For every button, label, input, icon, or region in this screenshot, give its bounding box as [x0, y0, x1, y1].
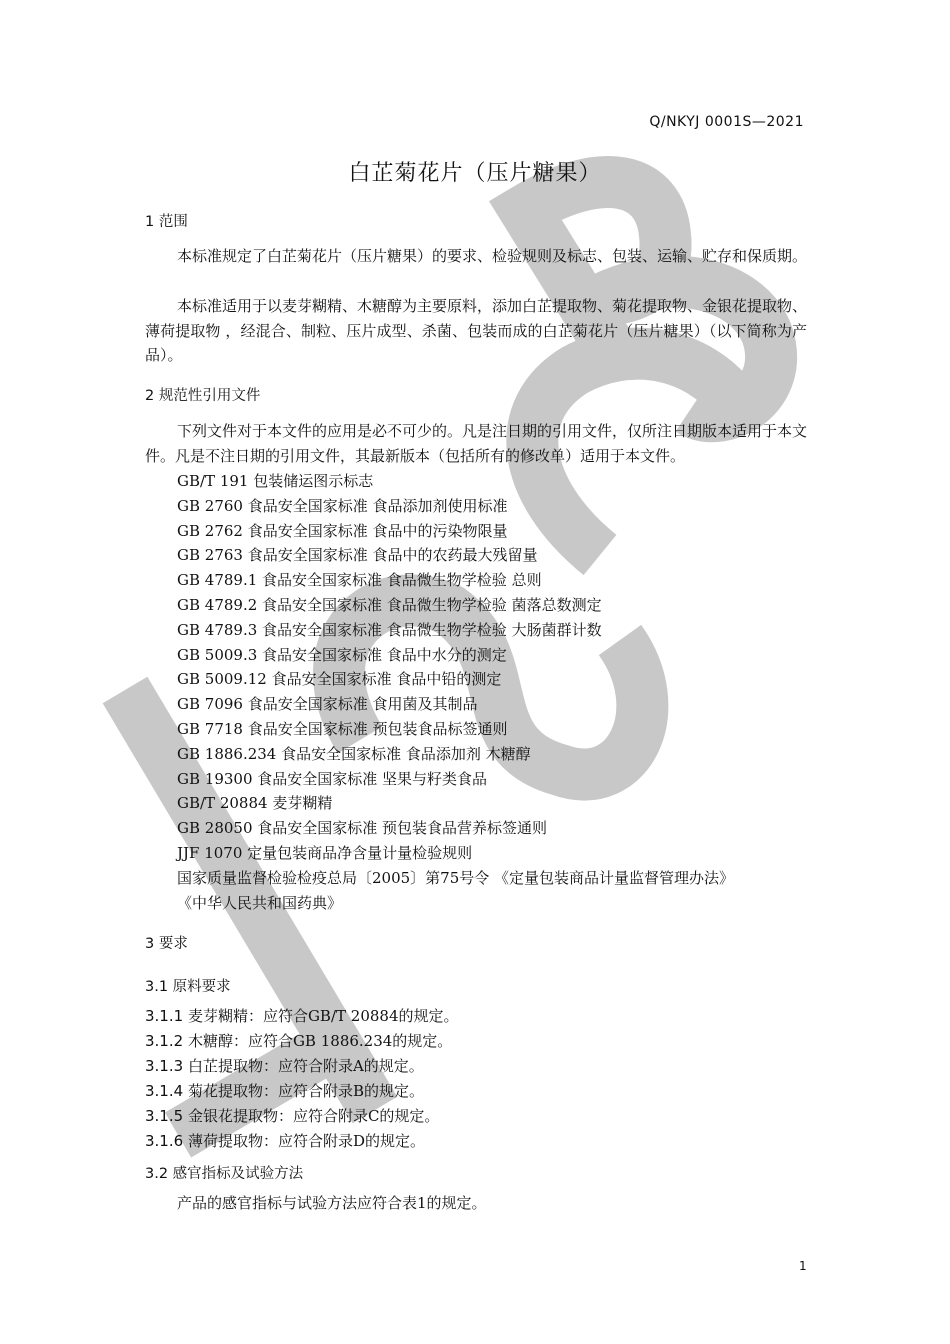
section-3-heading: 3 要求: [145, 936, 188, 952]
section-1-heading: 1 范围: [145, 214, 188, 230]
reference-item: GB 1886.234 食品安全国家标准 食品添加剂 木糖醇: [177, 744, 531, 763]
section-1-paragraph-1: 本标准规定了白芷菊花片（压片糖果）的要求、检验规则及标志、包装、运输、贮存和保质期。: [177, 247, 808, 265]
reference-item: GB 19300 食品安全国家标准 坚果与籽类食品: [177, 769, 488, 788]
requirement-text: 木糖醇：应符合GB 1886.234的规定。: [187, 1032, 453, 1050]
requirement-item: [145, 1029, 452, 1054]
section-1-paragraph-2: 本标准适用于以麦芽糊精、木糖醇为主要原料，添加白芷提取物、菊花提取物、金银花提取物、薄荷提取物 ，经混合、制粒、压片成型、杀菌、包装而成的白芷菊花片（压片糖果）（以下简称为产品）。: [145, 297, 808, 364]
requirement-number: 3.1.3: [145, 1057, 184, 1075]
reference-item: 国家质量监督检验检疫总局〔2005〕第75号令 《定量包装商品计量监督管理办法》: [177, 868, 735, 887]
reference-item: GB 4789.2 食品安全国家标准 食品微生物学检验 菌落总数测定: [177, 595, 602, 614]
reference-item: GB 7096 食品安全国家标准 食用菌及其制品: [177, 695, 478, 714]
document-code: Q/NKYJ 0001S—2021: [649, 114, 804, 130]
requirement-number: 3.1.2: [145, 1032, 184, 1050]
reference-item: GB 2760 食品安全国家标准 食品添加剂使用标准: [177, 496, 508, 515]
requirement-text: 薄荷提取物：应符合附录D的规定。: [187, 1132, 425, 1150]
requirement-number: 3.1.6: [145, 1132, 184, 1150]
requirement-item: [145, 1104, 439, 1129]
reference-item: GB 2763 食品安全国家标准 食品中的农药最大残留量: [177, 546, 538, 565]
reference-item: GB 2762 食品安全国家标准 食品中的污染物限量: [177, 521, 508, 540]
requirement-text: 金银花提取物：应符合附录C的规定。: [187, 1107, 440, 1125]
requirement-number: 3.1.4: [145, 1082, 184, 1100]
page-number: 1: [799, 1259, 807, 1273]
requirement-item: [145, 1054, 424, 1079]
reference-item: GB/T 191 包装储运图示标志: [177, 472, 374, 490]
requirement-item: [145, 1004, 459, 1029]
requirement-item: [145, 1129, 425, 1154]
reference-item: GB 4789.3 食品安全国家标准 食品微生物学检验 大肠菌群计数: [177, 620, 602, 639]
requirement-item: [145, 1079, 424, 1104]
requirement-text: 白芷提取物：应符合附录A的规定。: [187, 1057, 424, 1075]
requirement-number: 3.1.1: [145, 1007, 184, 1025]
reference-item: GB 5009.3 食品安全国家标准 食品中水分的测定: [177, 645, 507, 664]
requirement-text: 麦芽糊精：应符合GB/T 20884的规定。: [187, 1007, 459, 1025]
section-2-paragraph: 下列文件对于本文件的应用是必不可少的。凡是注日期的引用文件，仅所注日期版本适用于本文件。凡是不注日期的引用文件，其最新版本（包括所有的修改单）适用于本文件。: [145, 422, 808, 465]
reference-item: GB 4789.1 食品安全国家标准 食品微生物学检验 总则: [177, 571, 542, 590]
section-3-2-heading: 3.2 感官指标及试验方法: [145, 1166, 304, 1182]
reference-item: GB/T 20884 麦芽糊精: [177, 794, 333, 813]
section-3-2-paragraph: 产品的感官指标与试验方法应符合表1的规定。: [177, 1194, 487, 1212]
reference-item: 《中华人民共和国药典》: [177, 893, 343, 912]
reference-item: GB 7718 食品安全国家标准 预包装食品标签通则: [177, 719, 508, 738]
reference-item: GB 28050 食品安全国家标准 预包装食品营养标签通则: [177, 819, 548, 838]
reference-item: JJF 1070 定量包装商品净含量计量检验规则: [177, 843, 473, 862]
requirement-number: 3.1.5: [145, 1107, 184, 1125]
section-2-heading: 2 规范性引用文件: [145, 388, 261, 404]
section-3-1-heading: 3.1 原料要求: [145, 979, 231, 995]
document-title: 白芷菊花片（压片糖果）: [348, 161, 602, 186]
requirement-text: 菊花提取物：应符合附录B的规定。: [187, 1082, 424, 1100]
reference-list: [177, 469, 734, 915]
reference-item: GB 5009.12 食品安全国家标准 食品中铅的测定: [177, 670, 502, 689]
